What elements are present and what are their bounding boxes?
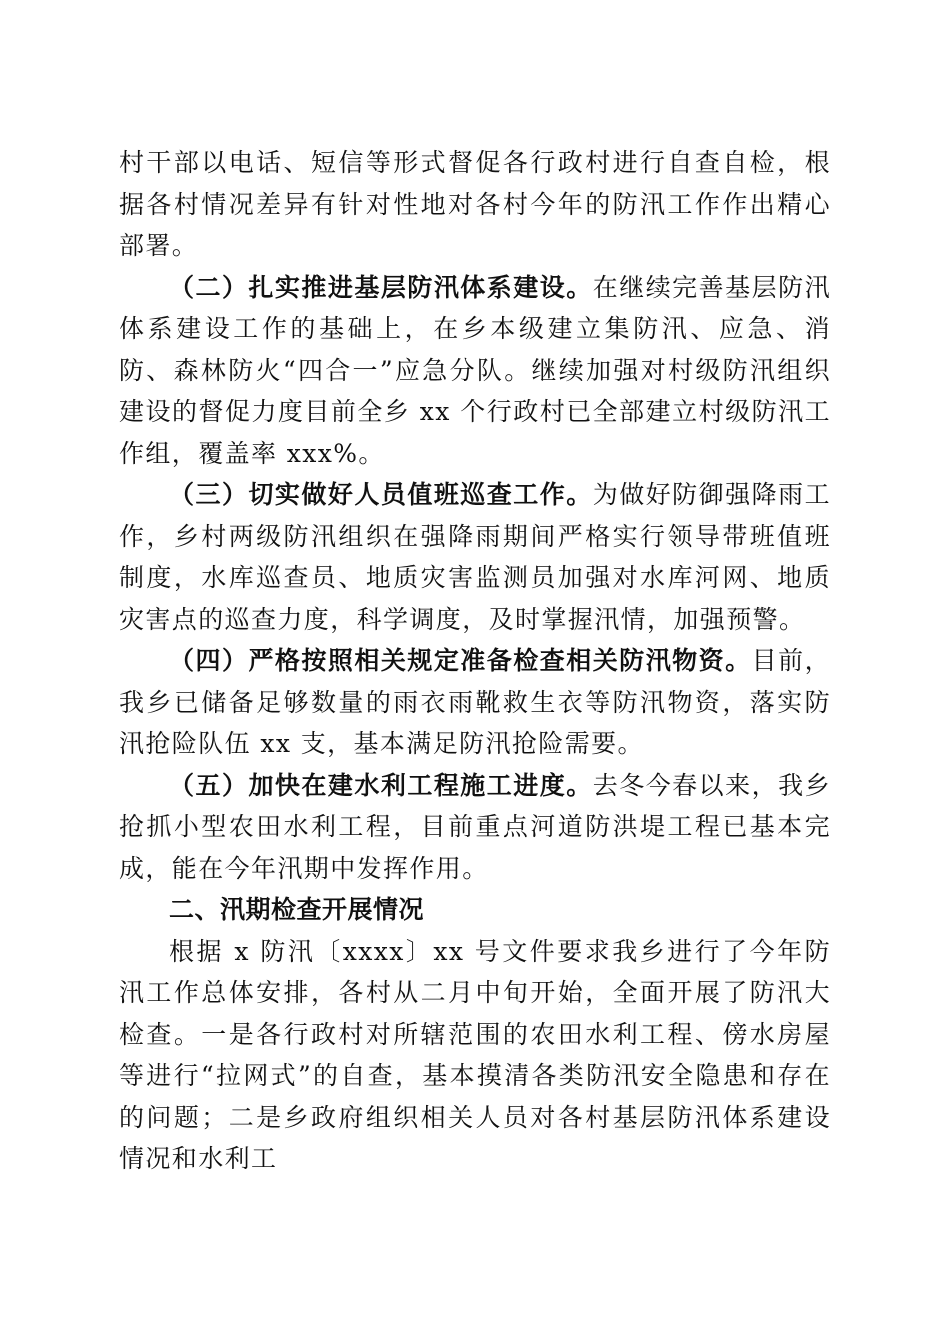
- paragraph-text: 去冬今春以来，我乡抢抓小型农田水利工程，目前重点河道防洪堤工程已基本完成，能在今年汛期中发挥作用。: [119, 770, 831, 883]
- paragraph-lead: （三）切实做好人员值班巡查工作。: [169, 480, 593, 509]
- paragraph-text: 为做好防御强降雨工作，乡村两级防汛组织在强降雨期间严格实行领导带班值班制度，水库巡查员、地质灾害监测员加强对水库河网、地质灾害点的巡查力度，科学调度，及时掌握汛情，加强预警。: [119, 480, 831, 634]
- paragraph-item-3: [119, 474, 831, 640]
- paragraph-lead: （四）严格按照相关规定准备检查相关防汛物资。: [169, 646, 752, 675]
- paragraph-item-2: [119, 267, 831, 475]
- paragraph-text: 村干部以电话、短信等形式督促各行政村进行自查自检，根据各村情况差异有针对性地对各村今年的防汛工作作出精心部署。: [119, 148, 831, 260]
- section-heading: 二、汛期检查开展情况: [169, 895, 425, 924]
- paragraph-item-4: [119, 640, 831, 765]
- section-paragraph: 根据 x 防汛〔xxxx〕xx 号文件要求我乡进行了今年防汛工作总体安排，各村从二月中旬开始，全面开展了防汛大检查。一是各行政村对所辖范围的农田水利工程、傍水房屋等进行“拉网式”的自查，基本摸清各类防汛安全隐患和存在的问题；二是乡政府组织相关人员对各村基层防汛体系建设情况和水利工: [119, 936, 831, 1173]
- paragraph-text: 在继续完善基层防汛体系建设工作的基础上，在乡本级建立集防汛、应急、消防、森林防火“四合一”应急分队。继续加强对村级防汛组织建设的督促力度目前全乡 xx 个行政村已全部建立村级防汛工作组，覆盖率 xxx%。: [119, 272, 831, 468]
- paragraph-text: 目前，我乡已储备足够数量的雨衣雨靴救生衣等防汛物资，落实防汛抢险队伍 xx 支，基本满足防汛抢险需要。: [119, 646, 831, 758]
- document-body: [119, 142, 831, 1180]
- paragraph-continuation: [119, 142, 831, 267]
- paragraph-lead: （五）加快在建水利工程施工进度。: [169, 770, 593, 800]
- paragraph-item-5: [119, 765, 831, 890]
- paragraph-lead: （二）扎实推进基层防汛体系建设。: [169, 272, 593, 302]
